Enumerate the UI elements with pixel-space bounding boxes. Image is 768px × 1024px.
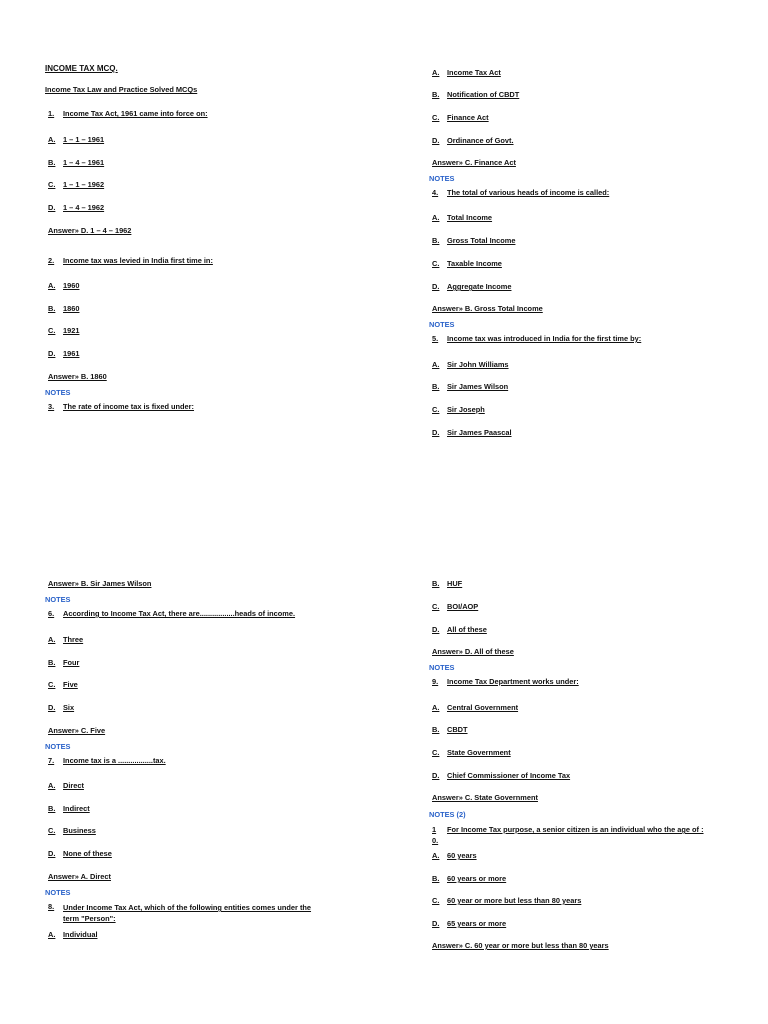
- option-text: None of these: [63, 849, 112, 858]
- option-text: Indirect: [63, 804, 90, 813]
- option[interactable]: [432, 625, 487, 634]
- option[interactable]: [48, 349, 79, 358]
- option-text: Six: [63, 703, 75, 712]
- option[interactable]: [48, 826, 96, 835]
- option-letter: C.: [432, 405, 440, 414]
- option-letter: D.: [432, 428, 440, 437]
- option[interactable]: [432, 725, 468, 734]
- option-letter: D.: [432, 919, 440, 928]
- option-text: Five: [63, 680, 78, 689]
- option[interactable]: [48, 158, 104, 167]
- option[interactable]: [432, 68, 501, 77]
- option-text: 1960: [63, 281, 80, 290]
- option-letter: D.: [432, 282, 440, 291]
- question-1: [48, 109, 208, 118]
- option[interactable]: [48, 281, 79, 290]
- option-letter: B.: [432, 874, 440, 883]
- option-letter: A.: [48, 135, 56, 144]
- question-text: Income tax is a .................tax.: [63, 756, 166, 765]
- option[interactable]: [48, 635, 83, 644]
- option-letter: B.: [48, 658, 56, 667]
- option-text: Sir Joseph: [447, 405, 485, 414]
- option[interactable]: [432, 703, 518, 712]
- question-3: [48, 402, 194, 411]
- question-text: According to Income Tax Act, there are.................heads of income.: [63, 609, 296, 618]
- question-number: 4.: [432, 188, 439, 197]
- question-text: The rate of income tax is fixed under:: [63, 402, 195, 411]
- option-text: Chief Commissioner of Income Tax: [447, 771, 571, 780]
- option-text: Gross Total Income: [447, 236, 516, 245]
- question-number: 5.: [432, 334, 439, 343]
- option-letter: B.: [48, 304, 56, 313]
- option-letter: D.: [48, 203, 56, 212]
- option-text: Income Tax Act: [447, 68, 501, 77]
- option-letter: C.: [48, 826, 56, 835]
- option-letter: A.: [432, 68, 440, 77]
- notes-link[interactable]: NOTES: [45, 888, 71, 897]
- question-text: Income Tax Act, 1961 came into force on:: [63, 109, 208, 118]
- question-number: 8.: [48, 902, 55, 911]
- option-text: Aggregate Income: [447, 282, 512, 291]
- question-2: [48, 256, 213, 265]
- notes-link[interactable]: NOTES: [45, 595, 71, 604]
- option-text: Three: [63, 635, 84, 644]
- option[interactable]: [432, 602, 478, 611]
- option-text: 60 year or more but less than 80 years: [447, 896, 582, 905]
- option[interactable]: [432, 874, 506, 883]
- answer-10: Answer» C. 60 year or more but less than 80 years: [432, 941, 609, 950]
- question-text: Income tax was introduced in India for the first time by:: [447, 334, 642, 343]
- option[interactable]: [432, 113, 489, 122]
- option-letter: C.: [432, 748, 440, 757]
- notes-link[interactable]: NOTES: [45, 388, 71, 397]
- question-number: 3.: [48, 402, 55, 411]
- option[interactable]: [432, 259, 502, 268]
- notes-link[interactable]: NOTES: [45, 742, 71, 751]
- option-letter: B.: [48, 804, 56, 813]
- answer-8: Answer» D. All of these: [432, 647, 514, 656]
- answer-4: Answer» B. Gross Total Income: [432, 304, 543, 313]
- question-9: [432, 677, 579, 686]
- question-10: [432, 824, 704, 846]
- option[interactable]: [48, 180, 104, 189]
- option-text: State Government: [447, 748, 511, 757]
- option[interactable]: [432, 851, 477, 860]
- option-letter: C.: [48, 180, 56, 189]
- option-letter: C.: [432, 896, 440, 905]
- option-letter: D.: [432, 136, 440, 145]
- answer-6: Answer» C. Five: [48, 726, 106, 735]
- option-text: 1860: [63, 304, 80, 313]
- option[interactable]: [432, 360, 509, 369]
- option[interactable]: [48, 930, 98, 939]
- option-text: 1 – 1 – 1962: [63, 180, 105, 189]
- notes-link[interactable]: NOTES (2): [429, 810, 466, 819]
- question-7: [48, 756, 166, 765]
- option-letter: A.: [48, 281, 56, 290]
- question-text: Income Tax Department works under:: [447, 677, 579, 686]
- option-text: Central Government: [447, 703, 519, 712]
- option[interactable]: [432, 919, 506, 928]
- option[interactable]: [48, 304, 79, 313]
- option-text: Taxable Income: [447, 259, 502, 268]
- option-letter: B.: [48, 158, 56, 167]
- option-text: Notification of CBDT: [447, 90, 520, 99]
- option-text: CBDT: [447, 725, 468, 734]
- option-text: Sir John Williams: [447, 360, 509, 369]
- option[interactable]: [432, 236, 515, 245]
- option[interactable]: [48, 135, 104, 144]
- question-number: 2.: [48, 256, 55, 265]
- option[interactable]: [48, 804, 90, 813]
- option-letter: C.: [432, 113, 440, 122]
- option-letter: B.: [432, 236, 440, 245]
- option-letter: A.: [432, 360, 440, 369]
- option[interactable]: [432, 771, 570, 780]
- question-8: [48, 902, 311, 924]
- option-letter: B.: [432, 90, 440, 99]
- option-text: 60 years: [447, 851, 477, 860]
- option-text: Ordinance of Govt.: [447, 136, 514, 145]
- option-letter: D.: [48, 849, 56, 858]
- option-letter: B.: [432, 382, 440, 391]
- option-text: Sir James Paascal: [447, 428, 512, 437]
- option[interactable]: [432, 382, 508, 391]
- question-number: 7.: [48, 756, 55, 765]
- option[interactable]: [48, 658, 79, 667]
- answer-3: Answer» C. Finance Act: [432, 158, 516, 167]
- option-letter: D.: [432, 771, 440, 780]
- option[interactable]: [432, 213, 492, 222]
- option-letter: C.: [48, 326, 56, 335]
- option[interactable]: [432, 428, 512, 437]
- option-letter: C.: [48, 680, 56, 689]
- option-letter: B.: [432, 725, 440, 734]
- notes-link[interactable]: NOTES: [429, 174, 455, 183]
- question-text-line-1: Under Income Tax Act, which of the following entities comes under the: [63, 903, 312, 912]
- option[interactable]: [432, 136, 514, 145]
- option-text: 1 – 4 – 1962: [63, 203, 105, 212]
- option-letter: A.: [432, 703, 440, 712]
- option-letter: B.: [432, 579, 440, 588]
- option[interactable]: [432, 579, 462, 588]
- option-text: Direct: [63, 781, 84, 790]
- notes-link[interactable]: NOTES: [429, 320, 455, 329]
- option-letter: D.: [48, 703, 56, 712]
- answer-7: Answer» A. Direct: [48, 872, 111, 881]
- option[interactable]: [48, 326, 79, 335]
- question-text: For Income Tax purpose, a senior citizen is an individual who the age of :: [447, 825, 704, 834]
- question-text-line-2: term "Person":: [63, 914, 116, 923]
- option-letter: A.: [432, 213, 440, 222]
- document-title: INCOME TAX MCQ.: [45, 64, 118, 73]
- question-number: 6.: [48, 609, 55, 618]
- option-text: 1961: [63, 349, 80, 358]
- option-letter: D.: [48, 349, 56, 358]
- option-text: 65 years or more: [447, 919, 507, 928]
- option[interactable]: [48, 203, 104, 212]
- option-text: Individual: [63, 930, 98, 939]
- option-letter: C.: [432, 259, 440, 268]
- option-text: Finance Act: [447, 113, 489, 122]
- question-number-line-2: 0.: [432, 836, 439, 845]
- option-letter: A.: [432, 851, 440, 860]
- option[interactable]: [48, 781, 84, 790]
- answer-5: Answer» B. Sir James Wilson: [48, 579, 152, 588]
- option-text: Sir James Wilson: [447, 382, 509, 391]
- option[interactable]: [432, 405, 485, 414]
- option-text: Business: [63, 826, 96, 835]
- question-text: Income tax was levied in India first time in:: [63, 256, 213, 265]
- option-letter: A.: [48, 635, 56, 644]
- notes-link[interactable]: NOTES: [429, 663, 455, 672]
- option-text: Total Income: [447, 213, 493, 222]
- question-6: [48, 609, 295, 618]
- option-text: All of these: [447, 625, 487, 634]
- option-text: 1 – 1 – 1961: [63, 135, 105, 144]
- answer-9: Answer» C. State Government: [432, 793, 538, 802]
- answer-1: Answer» D. 1 – 4 – 1962: [48, 226, 132, 235]
- option[interactable]: [48, 680, 78, 689]
- option-text: HUF: [447, 579, 463, 588]
- option-text: 60 years or more: [447, 874, 507, 883]
- option-letter: A.: [48, 781, 56, 790]
- question-number: 9.: [432, 677, 439, 686]
- option-letter: A.: [48, 930, 56, 939]
- question-4: [432, 188, 609, 197]
- option-text: 1 – 4 – 1961: [63, 158, 105, 167]
- question-number-line-1: 1: [432, 825, 437, 834]
- option-text: Four: [63, 658, 80, 667]
- option[interactable]: [432, 748, 511, 757]
- question-5: [432, 334, 641, 343]
- option-text: 1921: [63, 326, 80, 335]
- option[interactable]: [432, 90, 519, 99]
- option-letter: D.: [432, 625, 440, 634]
- option[interactable]: [48, 703, 74, 712]
- option-text: BOI/AOP: [447, 602, 479, 611]
- option[interactable]: [432, 282, 511, 291]
- option[interactable]: [432, 896, 581, 905]
- option[interactable]: [48, 849, 112, 858]
- question-number: 1.: [48, 109, 55, 118]
- document-subtitle: Income Tax Law and Practice Solved MCQs: [45, 85, 198, 94]
- option-letter: C.: [432, 602, 440, 611]
- question-text: The total of various heads of income is called:: [447, 188, 610, 197]
- answer-2: Answer» B. 1860: [48, 372, 107, 381]
